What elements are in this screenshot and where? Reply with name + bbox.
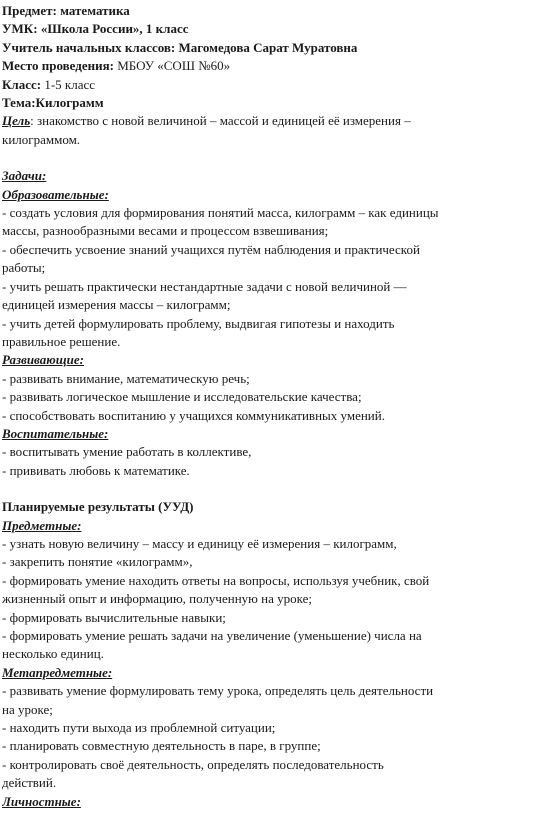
list-item: массы, разнообразными весами и процессом взвешивания; (2, 223, 329, 239)
class-label: Класс: (2, 76, 42, 92)
list-item: - учить решать практически нестандартные задачи с новой величиной — (2, 278, 407, 294)
upbringing-list (2, 443, 538, 480)
topic-value: Килограмм (35, 95, 104, 111)
list-item: действий. (2, 775, 57, 791)
list-item: - формировать умение решать задачи на увеличение (уменьшение) числа на (2, 628, 422, 643)
subject-results-list (2, 535, 538, 664)
list-item: - создать условия для формирования понятий масса, килограмм – как единицы (2, 205, 439, 221)
place-value: МБОУ «СОШ №60» (113, 58, 231, 74)
list-item: правильное решение. (2, 333, 121, 349)
class-value: 1-5 класс (41, 76, 96, 92)
list-item: - находить пути выхода из проблемной ситуации; (2, 720, 276, 736)
place-line (2, 57, 538, 75)
results-title: Планируемые результаты (УУД) (2, 499, 194, 515)
list-item: - развивать логическое мышление и исследовательские качества; (2, 389, 362, 405)
list-item: на уроке; (2, 701, 53, 717)
upbringing-title: Воспитательные: (2, 425, 109, 441)
list-item: - воспитывать умение работать в коллективе, (2, 444, 252, 460)
list-item: жизненный опыт и информацию, полученную на уроке; (2, 591, 312, 607)
umk-line (2, 20, 538, 38)
list-item: - учить детей формулировать проблему, выдвигая гипотезы и находить (2, 315, 395, 331)
meta-results-title: Метапредметные: (2, 664, 113, 680)
educational-list (2, 204, 538, 351)
class-line (2, 76, 538, 94)
developing-list (2, 370, 538, 425)
list-item: - развивать умение формулировать тему урока, определять цель деятельности (2, 683, 434, 699)
list-item: - формировать умение находить ответы на вопросы, используя учебник, свой (2, 572, 430, 588)
subject-label: Предмет: (2, 3, 57, 18)
place-label: Место проведения: (2, 58, 114, 74)
list-item: несколько единиц. (2, 646, 104, 662)
list-item: - прививать любовь к математике. (2, 462, 190, 478)
subject-value: математика (56, 3, 130, 18)
goal-line-2: килограммом. (2, 131, 81, 147)
spacer (2, 149, 538, 167)
topic-line (2, 94, 538, 112)
topic-label: Тема: (2, 95, 36, 111)
list-item: - способствовать воспитанию у учащихся коммуникативных умений. (2, 407, 385, 423)
list-item: единицей измерения массы – килограмм; (2, 297, 231, 313)
list-item: работы; (2, 260, 46, 276)
list-item: - планировать совместную деятельность в паре, в группе; (2, 738, 321, 754)
educational-title: Образовательные: (2, 186, 109, 202)
developing-title: Развивающие: (2, 352, 84, 368)
subject-results-title: Предметные: (2, 517, 82, 533)
meta-results-list (2, 682, 538, 792)
goal-text-1: : знакомство с новой величиной – массой и единицей её измерения – (30, 113, 411, 129)
list-item: - узнать новую величину – массу и единицу её измерения – килограмм, (2, 535, 397, 551)
subject-line (2, 2, 538, 20)
goal-label: Цель (2, 113, 31, 129)
list-item: - развивать внимание, математическую речь; (2, 370, 250, 386)
list-item: - закрепить понятие «килограмм», (2, 554, 193, 570)
list-item: - контролировать своё деятельность, определять последовательность (2, 756, 384, 772)
tasks-title: Задачи: (2, 168, 47, 184)
umk-value: «Школа России», 1 класс (37, 21, 189, 37)
umk-label: УМК: (2, 21, 38, 37)
list-item: - обеспечить усвоение знаний учащихся путём наблюдения и практической (2, 241, 420, 257)
personal-results-title: Личностные: (2, 793, 81, 809)
spacer (2, 480, 538, 498)
teacher-line: Учитель начальных классов: Магомедова Сарат Муратовна (2, 39, 358, 55)
list-item: - формировать вычислительные навыки; (2, 609, 226, 625)
goal-line (2, 112, 538, 130)
